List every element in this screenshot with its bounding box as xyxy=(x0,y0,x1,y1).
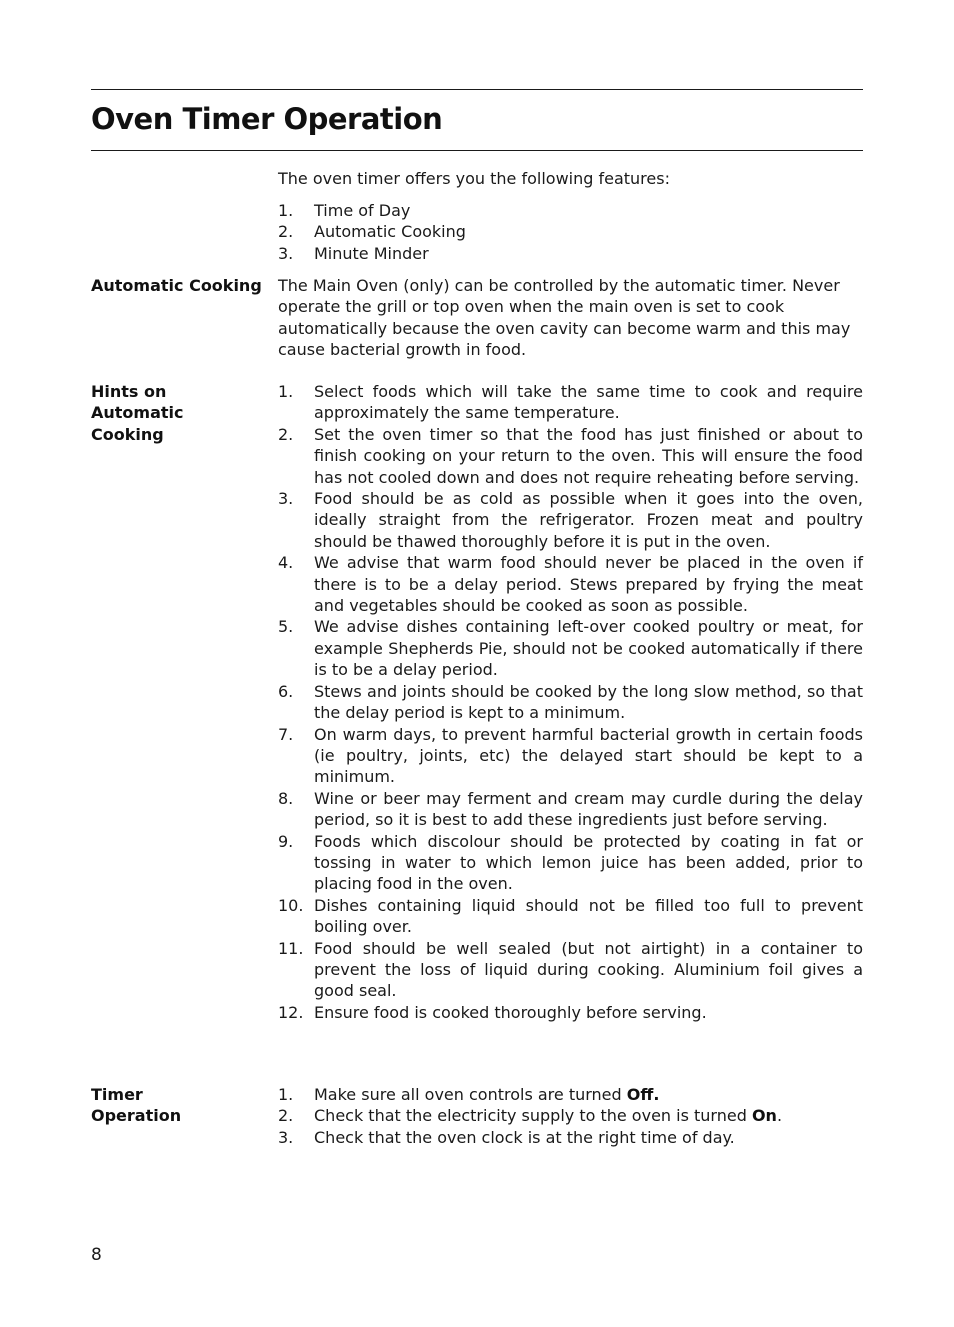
list-item: 2. Check that the electricity supply to the oven is turned On. xyxy=(278,1106,783,1126)
timer-operation-label: Timer Operation xyxy=(91,1085,182,1126)
page-title: Oven Timer Operation xyxy=(91,102,443,136)
list-item: 2. Set the oven timer so that the food has just finished or about to finish cooking on your return to the oven. This will ensure the food has not cooled down and does not require reheating before serving. xyxy=(278,424,863,487)
list-item: 11. Food should be well sealed (but not airtight) in a container to prevent the loss of liquid during cooking. Aluminium foil gives a good seal. xyxy=(278,938,863,1001)
hints-list xyxy=(278,381,863,1023)
list-item: 1. Make sure all oven controls are turned Off. xyxy=(278,1085,660,1104)
list-item: 1. Select foods which will take the same time to cook and require approximately the same temperature. xyxy=(278,382,863,423)
automatic-cooking-text: The Main Oven (only) can be controlled by the automatic timer. Never operate the grill or top oven when the main oven is set to cook automatically because the oven cavity can become warm and this may cause bacterial growth in food. xyxy=(278,276,851,360)
list-item: 7. On warm days, to prevent harmful bacterial growth in certain foods (ie poultry, joints, etc) the delayed start should be kept to a minimum. xyxy=(278,724,863,787)
list-item: 10. Dishes containing liquid should not be filled too full to prevent boiling over. xyxy=(278,895,863,937)
list-item: 3. Food should be as cold as possible when it goes into the oven, ideally straight from the refrigerator. Frozen meat and poultry should be thawed thoroughly before it is put in the oven. xyxy=(278,489,863,551)
list-item: 3. Check that the oven clock is at the right time of day. xyxy=(278,1127,735,1147)
intro-text: The oven timer offers you the following features: xyxy=(278,169,670,188)
page-number: 8 xyxy=(91,1245,102,1265)
list-item: 12. Ensure food is cooked thoroughly before serving. xyxy=(278,1002,707,1022)
list-item: 5. We advise dishes containing left-over cooked poultry or meat, for example Shepherds Pie, should not be cooked automatically if there is to be a delay period. xyxy=(278,617,863,680)
list-item: 1. Time of Day xyxy=(278,201,411,220)
list-item: 6. Stews and joints should be cooked by the long slow method, so that the delay period is kept to a minimum. xyxy=(278,681,863,723)
hints-label: Hints on Automatic Cooking xyxy=(91,382,184,444)
timer-operation-list xyxy=(278,1084,863,1148)
top-rule xyxy=(91,89,863,90)
list-item: 9. Foods which discolour should be protected by coating in fat or tossing in water to which lemon juice has been added, prior to placing food in the oven. xyxy=(278,831,863,894)
list-item: 4. We advise that warm food should never be placed in the oven if there is to be a delay period. Stews prepared by frying the meat and vegetables should be cooked as soon as possible. xyxy=(278,553,863,616)
list-item: 8. Wine or beer may ferment and cream may curdle during the delay period, so it is best to add these ingredients just before serving. xyxy=(278,788,863,830)
features-list xyxy=(278,200,863,264)
title-rule xyxy=(91,150,863,151)
automatic-cooking-label: Automatic Cooking xyxy=(91,276,262,295)
list-item: 2. Automatic Cooking xyxy=(278,222,466,242)
list-item: 3. Minute Minder xyxy=(278,243,429,263)
